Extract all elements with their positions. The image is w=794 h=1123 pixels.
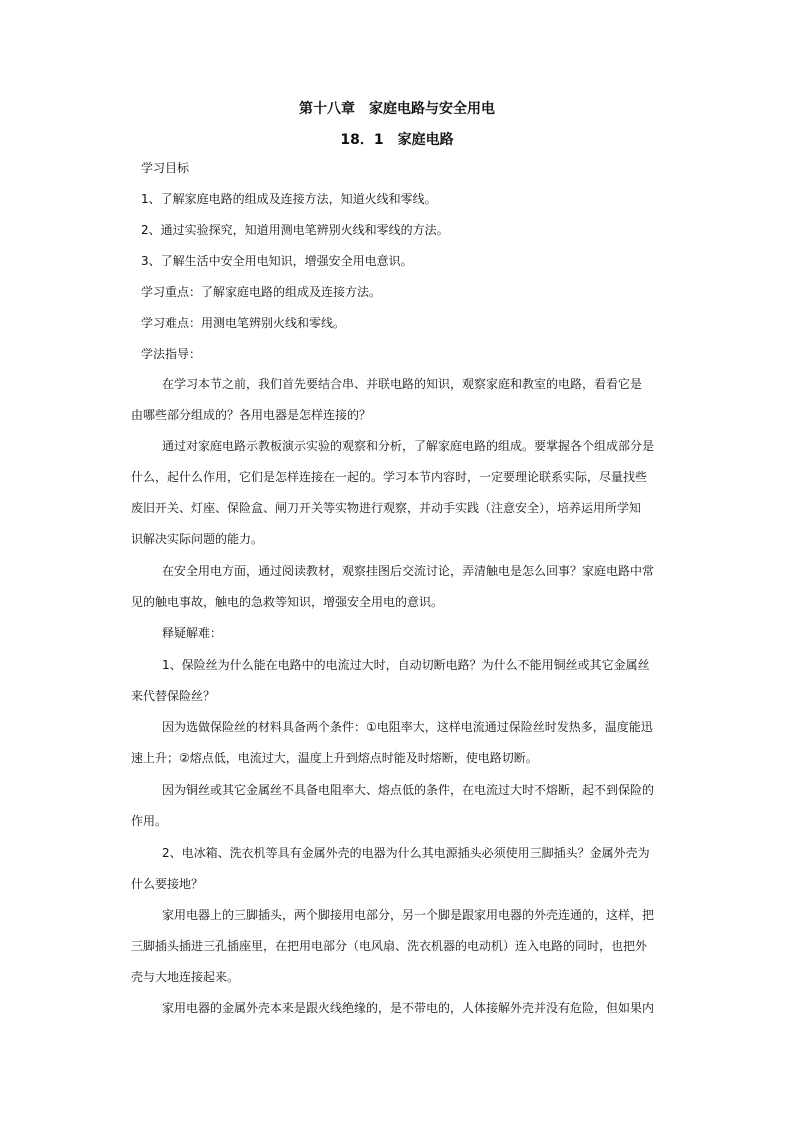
answer-line: 三脚插头插进三孔插座里，在把用电部分（电风扇、洗衣机器的电动机）连入电路的同时，也把外 [131, 939, 648, 953]
key-point: 学习重点：了解家庭电路的组成及连接方法。 [141, 285, 382, 299]
answer-line: 作用。 [131, 814, 168, 828]
answer-line: 因为铜丝或其它金属丝不具备电阻率大、熔点低的条件，在电流过大时不熔断，起不到保险的 [162, 783, 655, 797]
heading-study-guide: 学法指导： [141, 347, 202, 361]
answer-line: 壳与大地连接起来。 [131, 970, 240, 984]
goal-item-3: 3、了解生活中安全用电知识，增强安全用电意识。 [141, 254, 413, 268]
paragraph-line: 废旧开关、灯座、保险盒、闸刀开关等实物进行观察，并动手实践（注意安全），培养运用所学知 [131, 501, 642, 515]
answer-line: 因为选做保险丝的材料具备两个条件：①电阻率大，这样电流通过保险丝时发热多，温度能迅 [162, 720, 653, 734]
paragraph-line: 由哪些部分组成的？各用电器是怎样连接的？ [131, 408, 372, 422]
answer-line: 家用电器的金属外壳本来是跟火线绝缘的，是不带电的，人体接解外壳并没有危险，但如果内 [162, 1001, 655, 1015]
question-2-line: 什么要接地？ [131, 877, 204, 891]
question-2-line: 2、电冰箱、洗衣机等具有金属外壳的电器为什么其电源插头必须使用三脚插头？金属外壳为 [162, 846, 650, 860]
chapter-title: 第十八章 家庭电路与安全用电 [299, 101, 495, 117]
paragraph-line: 通过对家庭电路示教板演示实验的观察和分析，了解家庭电路的组成。要掌握各个组成部分是 [162, 439, 655, 453]
paragraph-line: 识解决实际问题的能力。 [131, 532, 264, 546]
heading-q-and-a: 释疑解难： [162, 626, 223, 640]
goal-item-2: 2、通过实验探究，知道用测电笔辨别火线和零线的方法。 [141, 223, 449, 237]
difficult-point: 学习难点：用测电笔辨别火线和零线。 [141, 316, 346, 330]
paragraph-line: 见的触电事故，触电的急救等知识，增强安全用电的意识。 [131, 595, 444, 609]
question-1-line: 1、保险丝为什么能在电路中的电流过大时，自动切断电路？为什么不能用铜丝或其它金属丝 [162, 658, 650, 672]
paragraph-line: 在学习本节之前，我们首先要结合串、并联电路的知识，观察家庭和教室的电路，看看它是 [162, 377, 643, 391]
paragraph-line: 什么，起什么作用，它们是怎样连接在一起的。学习本节内容时，一定要理论联系实际，尽量找些 [131, 470, 648, 484]
section-title: 18．1 家庭电路 [340, 132, 454, 148]
goal-item-1: 1、了解家庭电路的组成及连接方法，知道火线和零线。 [141, 192, 437, 206]
answer-line: 家用电器上的三脚插头，两个脚接用电部分，另一个脚是跟家用电器的外壳连通的，这样，把 [162, 908, 655, 922]
paragraph-line: 在安全用电方面，通过阅读教材，观察挂图后交流讨论，弄清触电是怎么回事？家庭电路中常 [162, 564, 655, 578]
answer-line: 速上升；②熔点低，电流过大，温度上升到熔点时能及时熔断，使电路切断。 [131, 751, 538, 765]
question-1-line: 来代替保险丝？ [131, 689, 216, 703]
heading-learning-goals: 学习目标 [141, 161, 190, 175]
